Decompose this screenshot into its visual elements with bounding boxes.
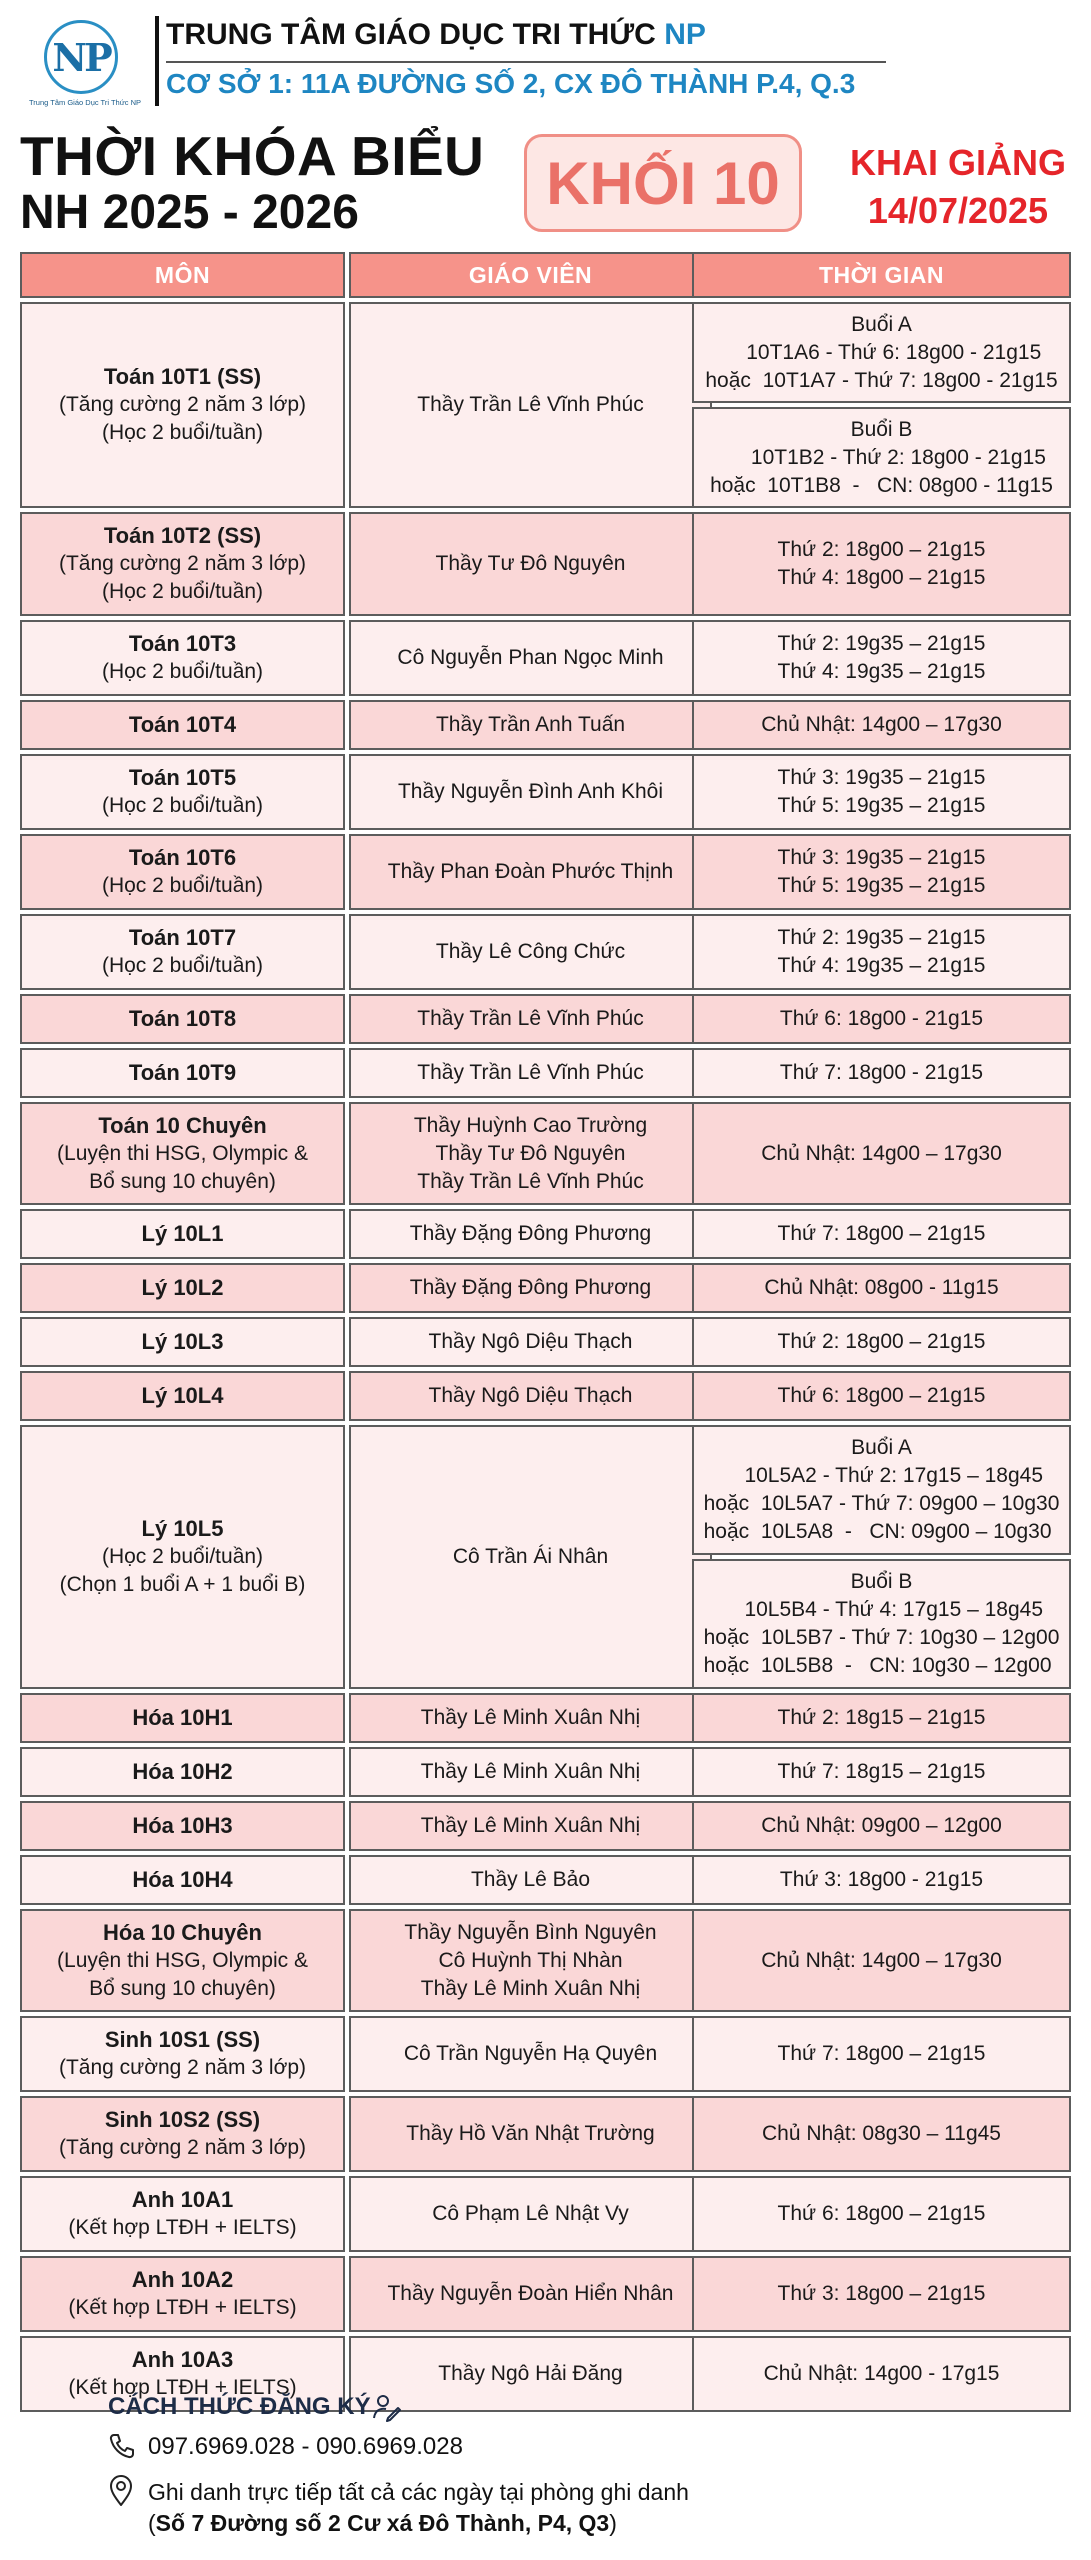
subject-cell [20, 1048, 345, 1098]
time-cell [692, 1102, 1071, 1205]
teacher-cell [349, 1855, 712, 1905]
session-option: hoặc 10T1A7 - Thứ 7: 18g00 - 21g15 [705, 368, 1058, 392]
time-cell [692, 2016, 1071, 2092]
time-slot: Chủ Nhật: 14g00 – 17g30 [761, 1141, 1002, 1165]
phone-icon [108, 2432, 136, 2460]
subject-note: (Kết hợp LTĐH + IELTS) [68, 2376, 297, 2399]
teacher-name: Thầy Đặng Đông Phương [409, 1276, 652, 1299]
logo-caption: Trung Tâm Giáo Dục Tri Thức NP [29, 98, 141, 107]
teacher-name: Thầy Phan Đoàn Phước Thịnh [387, 860, 674, 883]
subject-cell [20, 1263, 345, 1313]
subject-note: (Chọn 1 buổi A + 1 buổi B) [59, 1573, 306, 1596]
subject-cell [20, 1425, 345, 1689]
location-pin-icon [108, 2475, 134, 2507]
time-cell [692, 620, 1071, 696]
time-cell [692, 1371, 1071, 1421]
subject-name: Toán 10T8 [128, 1006, 237, 1031]
time-cell [692, 2336, 1071, 2412]
page-title: THỜI KHÓA BIỂU [20, 125, 485, 187]
subject-cell [20, 2016, 345, 2092]
teacher-cell [349, 2016, 712, 2092]
session-option: 10T1A6 - Thứ 6: 18g00 - 21g15 [705, 340, 1042, 364]
time-slot: Chủ Nhật: 14g00 – 17g30 [761, 713, 1002, 736]
time-cell [692, 914, 1071, 990]
time-slot: Thứ 7: 18g00 - 21g15 [779, 1061, 984, 1084]
teacher-name: Thầy Trần Anh Tuấn [435, 713, 626, 736]
user-edit-icon [372, 2392, 402, 2422]
session-title: Buổi B [850, 1570, 913, 1593]
subject-cell [20, 1209, 345, 1259]
subject-name: Sinh 10S2 (SS) [104, 2107, 261, 2132]
time-cell [692, 834, 1071, 910]
subject-note: (Học 2 buổi/tuần) [101, 1545, 264, 1568]
subject-cell [20, 512, 345, 616]
time-slot: Thứ 4: 19g35 – 21g15 [777, 954, 986, 977]
subject-name: Hóa 10 Chuyên [103, 1919, 262, 1945]
time-cell [692, 1209, 1071, 1259]
subject-name: Hóa 10H2 [132, 1759, 233, 1784]
session-options [710, 444, 1053, 500]
subject-note: (Kết hợp LTĐH + IELTS) [68, 2296, 297, 2319]
subject-cell [20, 2176, 345, 2252]
session-cell [692, 1425, 1071, 1555]
teacher-name: Thầy Nguyễn Bình Nguyên [404, 1920, 657, 1944]
time-cell [692, 700, 1071, 750]
subject-cell [20, 2096, 345, 2172]
teacher-cell [349, 700, 712, 750]
time-slot: Thứ 7: 18g00 – 21g15 [777, 2042, 986, 2065]
session-options [704, 1596, 1060, 1680]
teacher-name: Cô Trần Ái Nhân [452, 1545, 609, 1568]
teacher-cell [349, 994, 712, 1044]
teacher-cell [349, 620, 712, 696]
teacher-cell [349, 754, 712, 830]
header-divider [155, 16, 159, 106]
teacher-name: Thầy Ngô Diệu Thạch [428, 1330, 633, 1353]
registration-address: (Số 7 Đường số 2 Cư xá Đô Thành, P4, Q3) [148, 2510, 617, 2536]
subject-cell [20, 1371, 345, 1421]
session-option: hoặc 10L5A8 - CN: 09g00 – 10g30 [703, 1520, 1052, 1543]
teacher-cell [349, 1371, 712, 1421]
teacher-name: Cô Huỳnh Thị Nhàn [438, 1948, 623, 1972]
time-slot: Thứ 2: 18g00 – 21g15 [777, 538, 986, 561]
teacher-cell [349, 834, 712, 910]
time-cell [692, 994, 1071, 1044]
subject-name: Toán 10T1 (SS) [103, 364, 262, 389]
teacher-cell [349, 1909, 712, 2012]
teacher-cell [349, 1693, 712, 1743]
time-slot: Thứ 2: 19g35 – 21g15 [777, 632, 986, 655]
teacher-name: Thầy Ngô Diệu Thạch [428, 1384, 633, 1407]
subject-name: Lý 10L2 [141, 1275, 224, 1300]
header-rule [166, 61, 886, 63]
time-slot: Thứ 2: 18g15 – 21g15 [777, 1706, 986, 1729]
time-slot: Thứ 3: 19g35 – 21g15 [777, 766, 986, 789]
subject-note: (Tăng cường 2 năm 3 lớp) [58, 2136, 307, 2159]
column-header: THỜI GIAN [692, 252, 1071, 298]
subject-name: Hóa 10H4 [132, 1867, 233, 1892]
session-options [705, 339, 1057, 395]
teacher-name: Thầy Nguyễn Đình Anh Khôi [397, 780, 663, 803]
time-slot: Thứ 7: 18g00 – 21g15 [777, 1222, 986, 1245]
teacher-name: Thầy Hồ Văn Nhật Trường [406, 2122, 655, 2145]
subject-name: Lý 10L4 [141, 1383, 224, 1408]
subject-note: (Học 2 buổi/tuần) [101, 794, 264, 817]
teacher-name: Thầy Trần Lê Vĩnh Phúc [417, 1007, 644, 1030]
subject-note: Bổ sung 10 chuyên) [89, 1169, 276, 1193]
subject-note: (Học 2 buổi/tuần) [101, 580, 264, 603]
teacher-cell [349, 1801, 712, 1851]
registration-note: Ghi danh trực tiếp tất cả các ngày tại phòng ghi danh [148, 2479, 689, 2505]
teacher-name: Thầy Lê Minh Xuân Nhị [420, 1814, 641, 1837]
teacher-cell [349, 1317, 712, 1367]
teacher-cell [349, 1209, 712, 1259]
subject-note: Bổ sung 10 chuyên) [89, 1976, 276, 2000]
teacher-name: Thầy Trần Lê Vĩnh Phúc [417, 1061, 644, 1084]
session-cell [692, 407, 1071, 508]
opening-label: KHAI GIẢNG [850, 142, 1066, 183]
teacher-name: Thầy Đặng Đông Phương [409, 1222, 652, 1245]
subject-cell [20, 2256, 345, 2332]
subject-name: Hóa 10H1 [132, 1705, 233, 1730]
time-slot: Chủ Nhật: 14g00 - 17g15 [763, 2362, 1000, 2385]
subject-note: (Tăng cường 2 năm 3 lớp) [58, 393, 307, 416]
subject-cell [20, 1102, 345, 1205]
teacher-cell [349, 1102, 712, 1205]
teacher-cell [349, 2256, 712, 2332]
subject-name: Toán 10T7 [128, 925, 237, 950]
time-slot: Thứ 6: 18g00 - 21g15 [779, 1007, 984, 1030]
schedule-table [20, 252, 1071, 2399]
subject-cell [20, 1693, 345, 1743]
time-cell [692, 1048, 1071, 1098]
teacher-name: Cô Phạm Lê Nhật Vy [432, 2202, 629, 2225]
phone-numbers: 097.6969.028 - 090.6969.028 [148, 2433, 463, 2460]
subject-note: (Kết hợp LTĐH + IELTS) [68, 2216, 297, 2239]
session-option: hoặc 10L5B7 - Thứ 7: 10g30 – 12g00 [703, 1626, 1060, 1649]
time-cell [692, 512, 1071, 616]
time-slot: Thứ 2: 18g00 – 21g15 [777, 1330, 986, 1353]
teacher-name: Thầy Lê Công Chức [435, 940, 626, 963]
teacher-cell [349, 1747, 712, 1797]
teacher-name: Thầy Huỳnh Cao Trường [413, 1113, 648, 1137]
time-slot: Thứ 4: 19g35 – 21g15 [777, 660, 986, 683]
teacher-cell [349, 2336, 712, 2412]
time-slot: Thứ 3: 18g00 - 21g15 [779, 1868, 984, 1891]
time-slot: Chủ Nhật: 14g00 – 17g30 [761, 1948, 1002, 1972]
opening-date: 14/07/2025 [867, 190, 1049, 231]
subject-cell [20, 1747, 345, 1797]
time-cell [692, 2256, 1071, 2332]
center-name-suffix: NP [664, 18, 706, 51]
subject-name: Anh 10A2 [131, 2267, 234, 2292]
subject-name: Toán 10 Chuyên [98, 1112, 267, 1138]
subject-cell [20, 1317, 345, 1367]
subject-note: (Luyện thi HSG, Olympic & [57, 1141, 308, 1165]
time-slot: Chủ Nhật: 09g00 – 12g00 [761, 1814, 1002, 1837]
time-slot: Chủ Nhật: 08g00 - 11g15 [764, 1276, 999, 1299]
time-slot: Thứ 3: 18g00 – 21g15 [777, 2282, 986, 2305]
teacher-name: Thầy Nguyễn Đoàn Hiển Nhân [387, 2282, 674, 2305]
session-options [704, 1462, 1060, 1546]
subject-name: Lý 10L1 [141, 1221, 224, 1246]
time-slot: Thứ 5: 19g35 – 21g15 [777, 874, 986, 897]
time-slot: Thứ 6: 18g00 – 21g15 [777, 1384, 986, 1407]
time-slot: Thứ 4: 18g00 – 21g15 [777, 566, 986, 589]
teacher-name: Thầy Tư Đô Nguyên [435, 1141, 626, 1165]
subject-cell [20, 1909, 345, 2012]
teacher-name: Thầy Lê Minh Xuân Nhị [420, 1706, 641, 1729]
grade-badge: KHỐI 10 [524, 134, 802, 232]
column-header: MÔN [20, 252, 345, 298]
subject-name: Toán 10T2 (SS) [103, 523, 262, 548]
teacher-name: Thầy Lê Bảo [470, 1868, 591, 1891]
time-cell [692, 1747, 1071, 1797]
session-option: 10L5B4 - Thứ 4: 17g15 – 18g45 [703, 1598, 1044, 1621]
teacher-name: Cô Trần Nguyễn Hạ Quyên [403, 2042, 658, 2065]
center-name: TRUNG TÂM GIÁO DỤC TRI THỨC NP [166, 18, 706, 51]
session-cell [692, 1559, 1071, 1689]
subject-note: (Học 2 buổi/tuần) [101, 421, 264, 444]
subject-note: (Học 2 buổi/tuần) [101, 660, 264, 683]
teacher-name: Thầy Ngô Hải Đăng [438, 2362, 623, 2385]
branch-address: CƠ SỞ 1: 11A ĐƯỜNG SỐ 2, CX ĐÔ THÀNH P.4, Q.3 [166, 68, 856, 99]
time-cell [692, 2176, 1071, 2252]
teacher-cell [349, 1263, 712, 1313]
time-slot: Thứ 5: 19g35 – 21g15 [777, 794, 986, 817]
session-title: Buổi A [851, 312, 912, 336]
teacher-cell [349, 302, 712, 508]
subject-cell [20, 302, 345, 508]
session-option: hoặc 10L5B8 - CN: 10g30 – 12g00 [703, 1654, 1052, 1677]
subject-note: (Tăng cường 2 năm 3 lớp) [58, 552, 307, 575]
subject-name: Toán 10T9 [128, 1060, 237, 1085]
subject-cell [20, 914, 345, 990]
subject-cell [20, 620, 345, 696]
subject-name: Toán 10T6 [128, 845, 237, 870]
column-header: GIÁO VIÊN [349, 252, 712, 298]
teacher-cell [349, 914, 712, 990]
time-cell [692, 1801, 1071, 1851]
subject-name: Lý 10L5 [141, 1516, 224, 1541]
subject-note: (Tăng cường 2 năm 3 lớp) [58, 2056, 307, 2079]
time-slot: Thứ 2: 19g35 – 21g15 [777, 926, 986, 949]
subject-cell [20, 834, 345, 910]
center-logo [26, 14, 144, 110]
teacher-cell [349, 1425, 712, 1689]
teacher-cell [349, 512, 712, 616]
time-cell [692, 1263, 1071, 1313]
subject-note: (Học 2 buổi/tuần) [101, 954, 264, 977]
subject-name: Anh 10A3 [131, 2347, 234, 2372]
session-option: 10T1B2 - Thứ 2: 18g00 - 21g15 [710, 445, 1046, 469]
session-option: 10L5A2 - Thứ 2: 17g15 – 18g45 [703, 1464, 1044, 1487]
time-cell [692, 2096, 1071, 2172]
teacher-cell [349, 1048, 712, 1098]
session-title: Buổi A [851, 1436, 912, 1459]
time-slot: Chủ Nhật: 08g30 – 11g45 [762, 2122, 1001, 2145]
teacher-name: Thầy Lê Minh Xuân Nhị [420, 1760, 641, 1783]
time-cell [692, 754, 1071, 830]
time-slot: Thứ 6: 18g00 – 21g15 [777, 2202, 986, 2225]
teacher-cell [349, 2176, 712, 2252]
time-cell [692, 1317, 1071, 1367]
teacher-name: Cô Nguyễn Phan Ngọc Minh [397, 646, 664, 669]
time-cell [692, 1855, 1071, 1905]
school-year: NH 2025 - 2026 [20, 186, 359, 239]
time-slot: Thứ 7: 18g15 – 21g15 [777, 1760, 986, 1783]
subject-name: Lý 10L3 [141, 1329, 224, 1354]
subject-name: Hóa 10H3 [132, 1813, 233, 1838]
teacher-name: Thầy Trần Lê Vĩnh Phúc [417, 393, 644, 416]
session-option: hoặc 10T1B8 - CN: 08g00 - 11g15 [710, 473, 1053, 497]
subject-name: Sinh 10S1 (SS) [104, 2027, 261, 2052]
subject-name: Toán 10T3 [128, 631, 237, 656]
subject-cell [20, 1855, 345, 1905]
time-cell [692, 1909, 1071, 2012]
logo-mark: NP [44, 20, 118, 94]
registration-title: CÁCH THỨC ĐĂNG KÝ [108, 2393, 371, 2420]
session-cell [692, 302, 1071, 403]
session-option: hoặc 10L5A7 - Thứ 7: 09g00 – 10g30 [703, 1492, 1060, 1515]
time-slot: Thứ 3: 19g35 – 21g15 [777, 846, 986, 869]
subject-cell [20, 1801, 345, 1851]
subject-name: Toán 10T4 [128, 712, 237, 737]
session-title: Buổi B [850, 417, 913, 441]
teacher-name: Thầy Tư Đô Nguyên [435, 552, 626, 575]
subject-cell [20, 754, 345, 830]
subject-note: (Luyện thi HSG, Olympic & [57, 1948, 308, 1972]
subject-name: Anh 10A1 [131, 2187, 234, 2212]
time-cell [692, 1693, 1071, 1743]
subject-cell [20, 700, 345, 750]
teacher-name: Thầy Lê Minh Xuân Nhị [420, 1976, 641, 2000]
subject-cell [20, 994, 345, 1044]
teacher-name: Thầy Trần Lê Vĩnh Phúc [417, 1169, 644, 1193]
subject-name: Toán 10T5 [128, 765, 237, 790]
subject-note: (Học 2 buổi/tuần) [101, 874, 264, 897]
teacher-cell [349, 2096, 712, 2172]
